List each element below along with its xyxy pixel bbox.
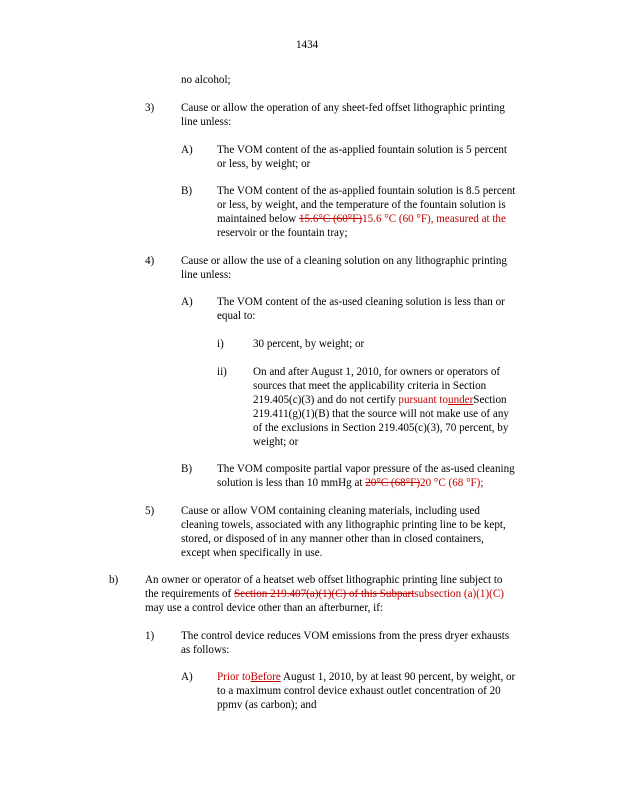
- item-4b-line-2-pre: solution is less than 10 mmHg at: [217, 477, 366, 489]
- item-3-label: 3): [145, 102, 155, 114]
- item-3b-label: B): [181, 185, 193, 197]
- item-3b-line-3: [217, 213, 506, 226]
- item-5-line-3: stored, or disposed of in any manner other than in closed containers,: [181, 533, 484, 545]
- item-3b-line-2: or less, by weight, and the temperature of the fountain solution is: [217, 199, 506, 211]
- item-5-line-4: except when specifically in use.: [181, 547, 323, 559]
- item-4a-ii-line-5: of the exclusions in Section 219.405(c)(3), 70 percent, by: [253, 422, 509, 434]
- item-b1a-line-3: ppmv (as carbon); and: [217, 699, 317, 711]
- item-4a-ii-line-1: On and after August 1, 2010, for owners or operators of: [253, 366, 501, 378]
- inserted-before: Before: [250, 671, 281, 683]
- item-b1-line-2: as follows:: [181, 644, 230, 656]
- inserted-pursuant-to: pursuant to: [398, 394, 449, 406]
- item-b1-line-1: The control device reduces VOM emissions from the press dryer exhausts: [181, 630, 510, 642]
- inserted-temperature: 15.6 °C (60 °F), measured at the: [362, 213, 506, 225]
- item-b-line-2: [145, 588, 504, 601]
- item-3-line-1: Cause or allow the operation of any sheet-fed offset lithographic printing: [181, 102, 505, 114]
- item-b1a-line-2: to a maximum control device exhaust outlet concentration of 20: [217, 685, 501, 697]
- item-4a-label: A): [181, 296, 193, 308]
- item-4b-line-2: [217, 477, 483, 490]
- item-4b-line-1: The VOM composite partial vapor pressure of the as-used cleaning: [217, 463, 515, 475]
- item-b-line-3: may use a control device other than an afterburner, if:: [145, 602, 383, 614]
- item-4a-i-text: 30 percent, by weight; or: [253, 338, 365, 350]
- item-b-line-1: An owner or operator of a heatset web offset lithographic printing line subject to: [145, 574, 503, 586]
- item-b1a-label: A): [181, 671, 193, 683]
- item-b-line-2-pre: the requirements of: [145, 588, 235, 600]
- item-b-label: b): [109, 574, 119, 586]
- item-4a-line-1: The VOM content of the as-used cleaning solution is less than or: [217, 296, 505, 308]
- page-number: 1434: [296, 39, 319, 51]
- item-4a-i-label: i): [217, 338, 224, 350]
- item-4a-ii-line-6: weight; or: [253, 436, 299, 448]
- item-4-line-1: Cause or allow the use of a cleaning solution on any lithographic printing: [181, 255, 507, 267]
- item-b1a-line-1: [217, 671, 515, 684]
- deleted-temperature: 15.6°C (60°F): [298, 213, 363, 225]
- item-3b-line-1: The VOM content of the as-applied fountain solution is 8.5 percent: [217, 185, 516, 197]
- item-5-label: 5): [145, 505, 155, 517]
- item-5-line-1: Cause or allow VOM containing cleaning materials, including used: [181, 505, 480, 517]
- intro-line: no alcohol;: [181, 74, 231, 86]
- item-3b-line-3-pre: maintained below: [217, 213, 299, 225]
- item-5-line-2: cleaning towels, associated with any lithographic printing line to be kept,: [181, 519, 506, 531]
- inserted-vapor-temperature: 20 °C (68 °F);: [420, 477, 484, 489]
- item-3-line-2: line unless:: [181, 116, 232, 128]
- item-3b-line-4: reservoir or the fountain tray;: [217, 227, 348, 239]
- item-4a-ii-line-3-pre: 219.405(c)(3) and do not certify: [253, 394, 399, 406]
- item-4a-ii-line-3: [253, 394, 507, 407]
- inserted-prior-to: Prior to: [217, 671, 251, 683]
- item-3a-line-1: The VOM content of the as-applied fountain solution is 5 percent: [217, 144, 508, 156]
- item-3a-line-2: or less, by weight; or: [217, 158, 311, 170]
- deleted-section-reference: Section 219.407(a)(1)(C) of this Subpart: [234, 588, 415, 600]
- inserted-under: under: [448, 394, 474, 406]
- item-b1a-line-1-post: August 1, 2010, by at least 90 percent, by weight, or: [280, 671, 516, 683]
- item-4a-ii-line-3-post: Section: [473, 394, 507, 406]
- item-3a-label: A): [181, 144, 193, 156]
- item-b1-label: 1): [145, 630, 155, 642]
- item-4-label: 4): [145, 255, 155, 267]
- item-4a-ii-line-4: 219.411(g)(1)(B) that the source will not make use of any: [253, 408, 509, 420]
- item-4-line-2: line unless:: [181, 269, 232, 281]
- inserted-subsection-reference: subsection (a)(1)(C): [414, 588, 504, 600]
- item-4a-ii-label: ii): [217, 366, 227, 378]
- item-4b-label: B): [181, 463, 193, 475]
- item-4a-line-2: equal to:: [217, 310, 256, 322]
- deleted-vapor-temperature: 20°C (68°F): [365, 477, 421, 489]
- item-4a-ii-line-2: sources that meet the applicability criteria in Section: [253, 380, 487, 392]
